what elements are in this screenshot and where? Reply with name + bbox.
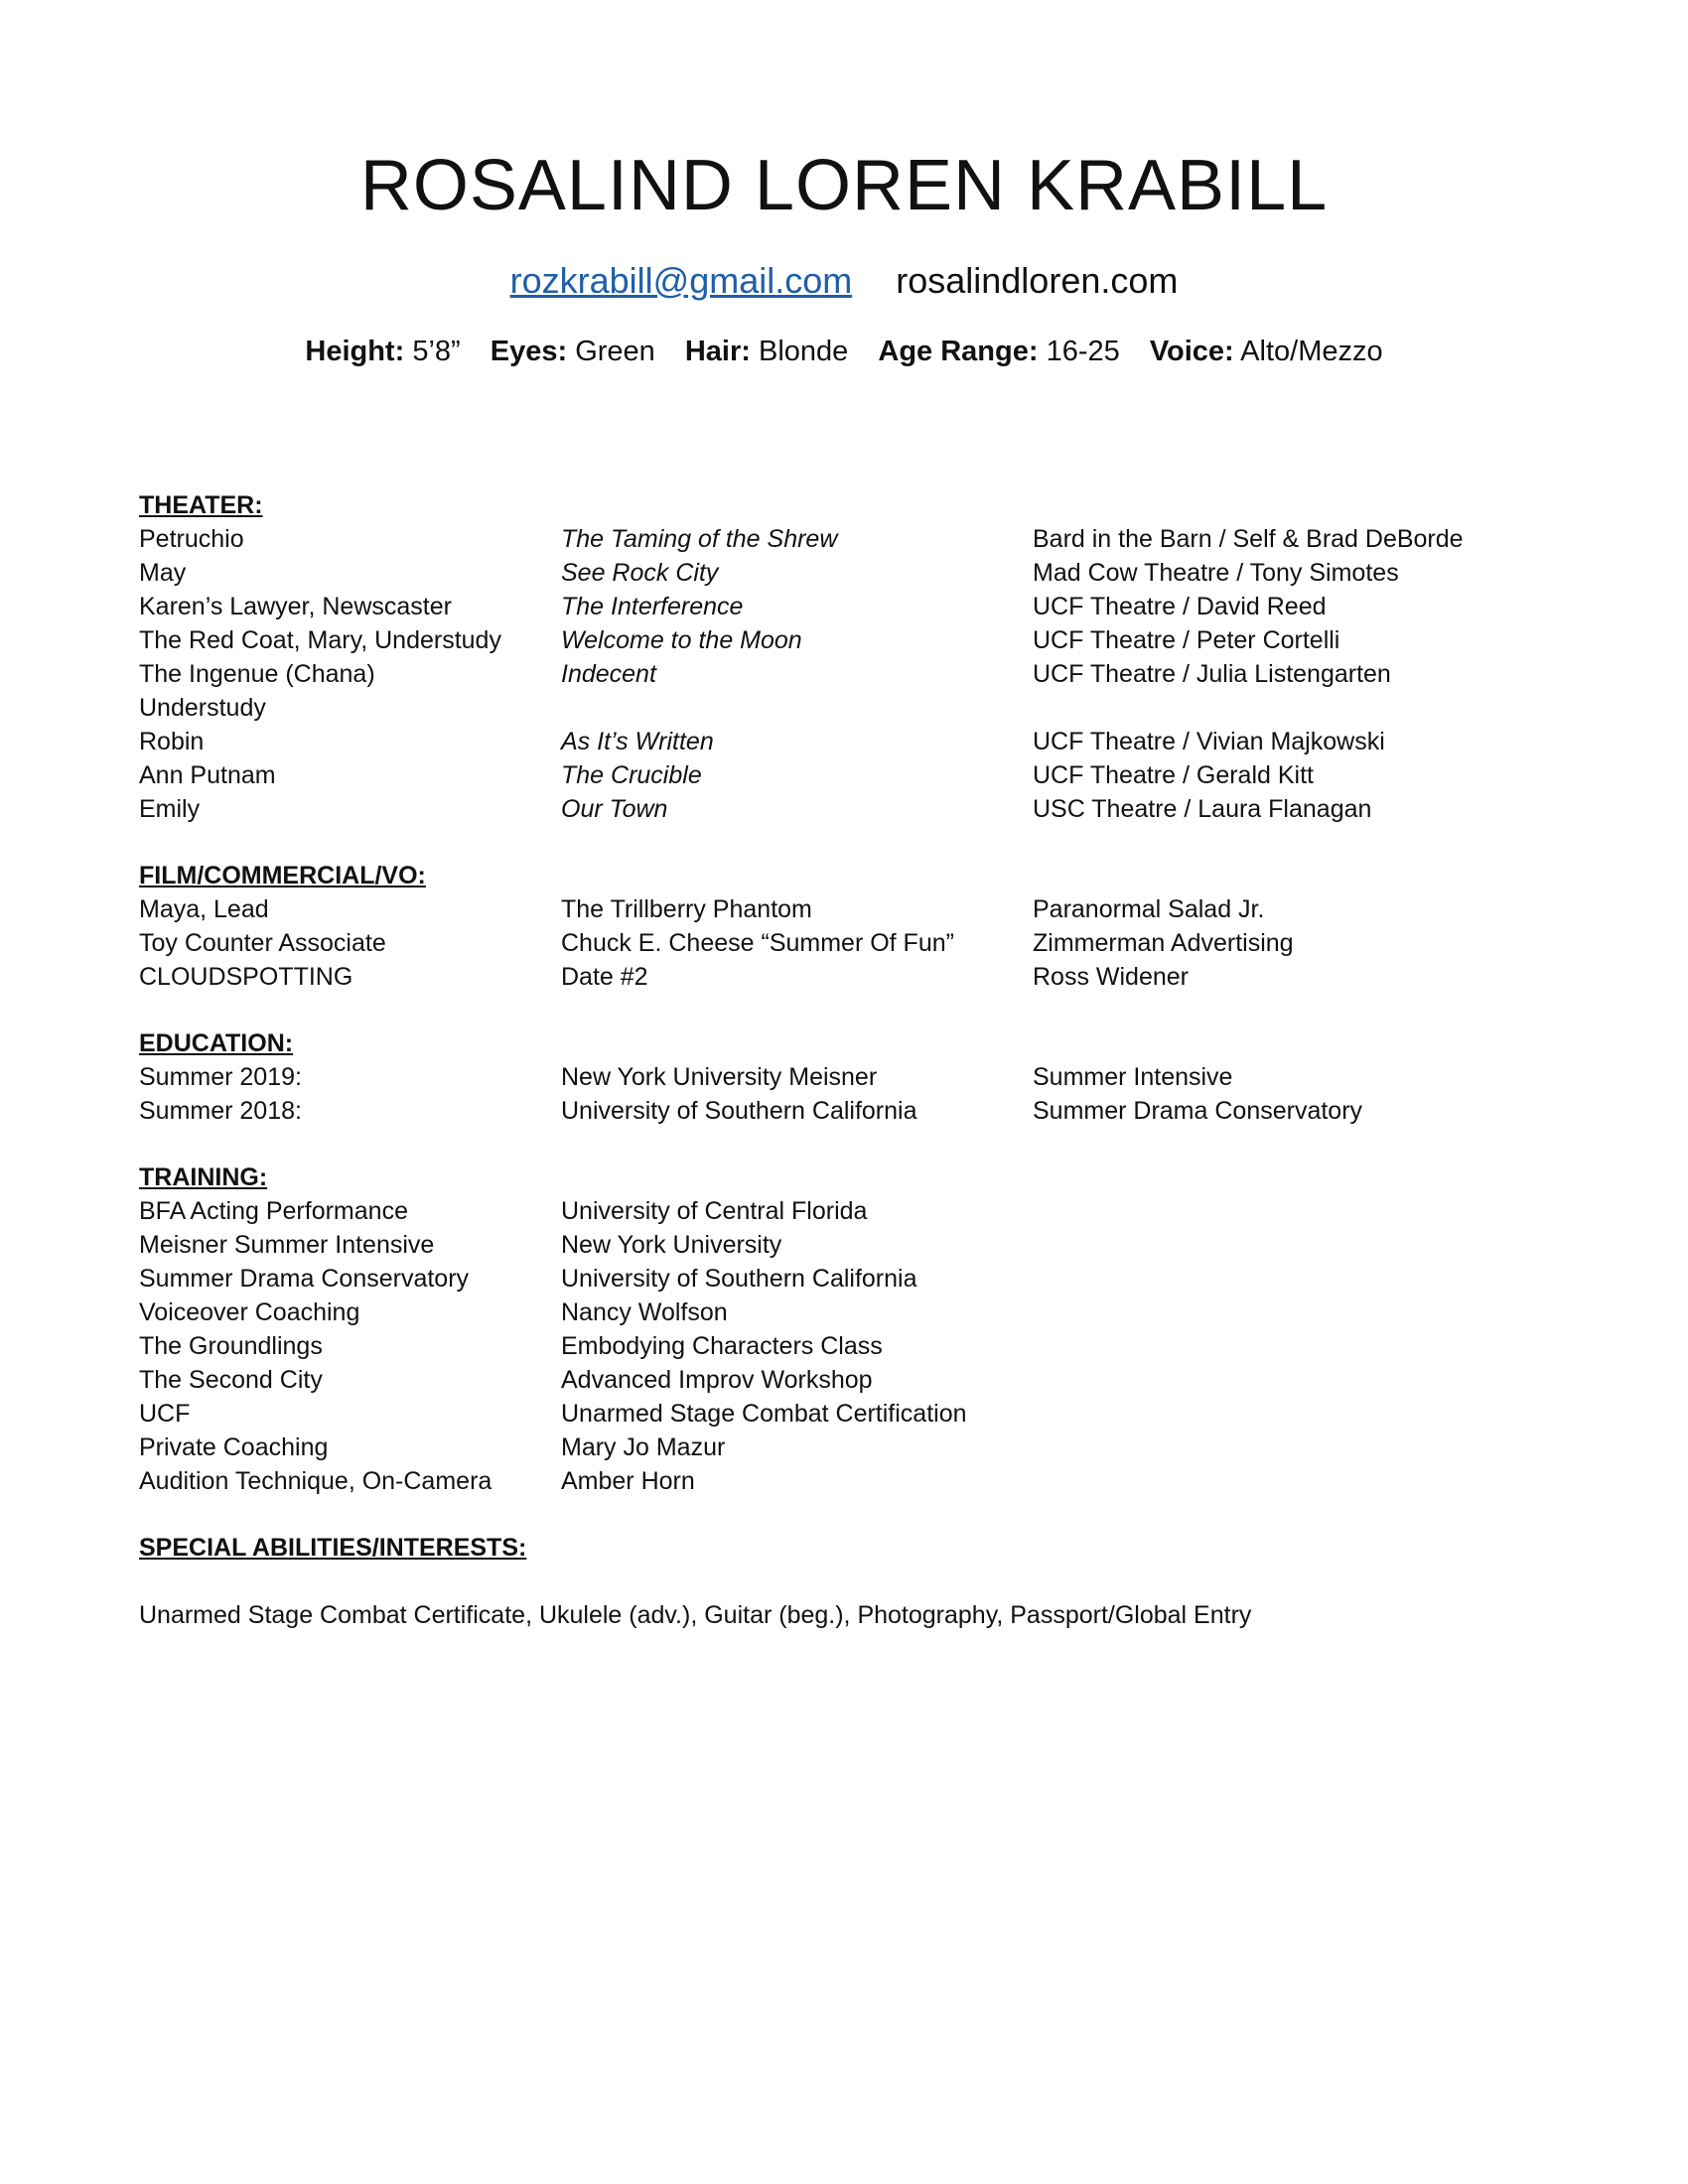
- company-director: UCF Theatre / Peter Cortelli: [1033, 626, 1340, 654]
- table-row: [139, 657, 1569, 691]
- training-instructor: Embodying Characters Class: [561, 1332, 883, 1360]
- special-section: [139, 1531, 1569, 1632]
- term: Summer 2019:: [139, 1063, 302, 1091]
- role: May: [139, 559, 187, 587]
- company-director: Zimmerman Advertising: [1033, 929, 1294, 957]
- company-director: UCF Theatre / Gerald Kitt: [1033, 761, 1314, 789]
- role: Toy Counter Associate: [139, 929, 386, 957]
- resume-body: [139, 488, 1569, 1665]
- training-program: Summer Drama Conservatory: [139, 1265, 470, 1293]
- training-program: Voiceover Coaching: [139, 1298, 360, 1326]
- production: Chuck E. Cheese “Summer Of Fun”: [561, 929, 954, 957]
- training-program: Meisner Summer Intensive: [139, 1231, 435, 1259]
- stat-voice: Voice: Alto/Mezzo: [1149, 336, 1383, 367]
- role: The Ingenue (Chana): [139, 660, 375, 688]
- training-program: The Groundlings: [139, 1332, 323, 1360]
- email-link[interactable]: rozkrabill@gmail.com: [509, 260, 853, 301]
- training-instructor: University of Central Florida: [561, 1197, 868, 1225]
- role: Petruchio: [139, 525, 244, 553]
- company-director: Paranormal Salad Jr.: [1033, 895, 1265, 923]
- table-row: [139, 1262, 1569, 1296]
- table-row: [139, 623, 1569, 657]
- training-instructor: University of Southern California: [561, 1265, 917, 1293]
- role: Karen’s Lawyer, Newscaster: [139, 593, 452, 620]
- table-row: [139, 590, 1569, 623]
- training-instructor: Advanced Improv Workshop: [561, 1366, 873, 1394]
- company-director: Bard in the Barn / Self & Brad DeBorde: [1033, 525, 1464, 553]
- table-row: [139, 1094, 1569, 1128]
- table-row: [139, 1363, 1569, 1397]
- table-row: [139, 758, 1569, 792]
- training-program: UCF: [139, 1400, 191, 1428]
- role: Robin: [139, 728, 205, 755]
- company-director: Ross Widener: [1033, 963, 1189, 991]
- training-instructor: New York University: [561, 1231, 782, 1259]
- section-title-training: TRAINING:: [139, 1163, 268, 1191]
- section-title-theater: THEATER:: [139, 491, 263, 519]
- production: Welcome to the Moon: [561, 626, 802, 654]
- company-director: Mad Cow Theatre / Tony Simotes: [1033, 559, 1399, 587]
- term: Summer 2018:: [139, 1097, 302, 1125]
- section-title-special: SPECIAL ABILITIES/INTERESTS:: [139, 1534, 527, 1562]
- table-row: [139, 926, 1569, 960]
- table-row: [139, 1296, 1569, 1329]
- education-section: [139, 1026, 1569, 1128]
- table-row: [139, 725, 1569, 758]
- production: The Interference: [561, 593, 744, 620]
- film-section: [139, 859, 1569, 994]
- production: Our Town: [561, 795, 668, 823]
- section-title-education: EDUCATION:: [139, 1029, 294, 1057]
- resume-name: ROSALIND LOREN KRABILL: [359, 146, 1329, 225]
- program: Summer Drama Conservatory: [1033, 1097, 1363, 1125]
- table-row: [139, 1228, 1569, 1262]
- company-director: UCF Theatre / Julia Listengarten: [1033, 660, 1391, 688]
- institution: University of Southern California: [561, 1097, 917, 1125]
- role: Ann Putnam: [139, 761, 276, 789]
- role: Emily: [139, 795, 201, 823]
- table-row: [139, 556, 1569, 590]
- training-section: [139, 1160, 1569, 1498]
- production: Indecent: [561, 660, 656, 688]
- company-director: [1033, 691, 1569, 725]
- company-director: UCF Theatre / David Reed: [1033, 593, 1327, 620]
- production: [561, 691, 1033, 725]
- production: See Rock City: [561, 559, 719, 587]
- company-director: USC Theatre / Laura Flanagan: [1033, 795, 1372, 823]
- website-text: rosalindloren.com: [896, 260, 1179, 301]
- production: Date #2: [561, 963, 648, 991]
- table-row: [139, 1431, 1569, 1464]
- training-instructor: Mary Jo Mazur: [561, 1433, 726, 1461]
- training-program: The Second City: [139, 1366, 323, 1394]
- institution: New York University Meisner: [561, 1063, 878, 1091]
- role: CLOUDSPOTTING: [139, 963, 353, 991]
- program: Summer Intensive: [1033, 1063, 1233, 1091]
- section-title-film: FILM/COMMERCIAL/VO:: [139, 862, 426, 889]
- production: The Trillberry Phantom: [561, 895, 812, 923]
- physical-stats: [0, 336, 1688, 368]
- role: The Red Coat, Mary, Understudy: [139, 626, 501, 654]
- table-row: [139, 1194, 1569, 1228]
- table-row: [139, 1464, 1569, 1498]
- production: As It’s Written: [561, 728, 714, 755]
- table-row: [139, 960, 1569, 994]
- training-program: Audition Technique, On-Camera: [139, 1467, 492, 1495]
- contact-line: [0, 260, 1688, 302]
- stat-eyes: Eyes: Green: [490, 336, 655, 367]
- table-row: [139, 522, 1569, 556]
- role: Understudy: [139, 694, 266, 722]
- production: The Crucible: [561, 761, 702, 789]
- training-instructor: Amber Horn: [561, 1467, 695, 1495]
- training-instructor: Unarmed Stage Combat Certification: [561, 1400, 967, 1428]
- training-program: BFA Acting Performance: [139, 1197, 408, 1225]
- theater-section: [139, 488, 1569, 826]
- spacer: [139, 1565, 1569, 1598]
- table-row: [139, 1397, 1569, 1431]
- production: The Taming of the Shrew: [561, 525, 838, 553]
- table-row: [139, 892, 1569, 926]
- table-row: [139, 1060, 1569, 1094]
- training-program: Private Coaching: [139, 1433, 329, 1461]
- stat-age-range: Age Range: 16-25: [878, 336, 1120, 367]
- company-director: UCF Theatre / Vivian Majkowski: [1033, 728, 1385, 755]
- role: Maya, Lead: [139, 895, 269, 923]
- special-abilities-text: Unarmed Stage Combat Certificate, Ukulele (adv.), Guitar (beg.), Photography, Passport/Global Entry: [139, 1601, 1252, 1629]
- stat-hair: Hair: Blonde: [684, 336, 849, 367]
- training-instructor: Nancy Wolfson: [561, 1298, 728, 1326]
- table-row: [139, 691, 1569, 725]
- table-row: [139, 792, 1569, 826]
- table-row: [139, 1329, 1569, 1363]
- stat-height: Height: 5’8”: [305, 336, 461, 367]
